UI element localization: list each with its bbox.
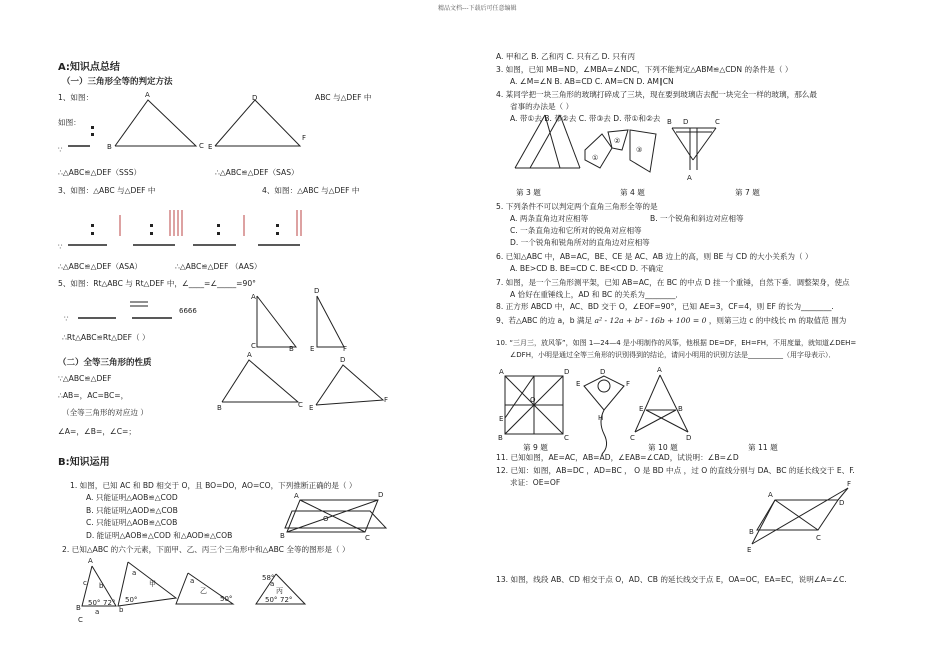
r-q5-option-b: B. 一个锐角和斜边对应相等 [650,214,744,223]
caption-q9: 第 9 题 [523,443,548,452]
r-question-9 [496,316,846,326]
r-q5-option-a: A. 两条直角边对应相等 [510,214,589,223]
svg-text:a: a [95,608,100,616]
svg-text:D: D [564,368,570,376]
svg-text:50°: 50° [265,596,278,604]
r-q5-option-c: C. 一条直角边和它所对的锐角对应相等 [510,226,642,235]
right-triangle-def [310,287,347,353]
svg-text:c: c [83,579,87,587]
svg-text:H: H [598,414,604,422]
svg-text:∵: ∵ [58,243,63,251]
right-triangle-abc [251,293,296,353]
mark-glyphs-1 [58,126,94,154]
svg-text:B: B [217,404,222,412]
svg-text:E: E [747,546,752,554]
svg-text:乙: 乙 [200,587,207,595]
figure-q12 [747,480,851,554]
r-q4-options: A. 带①去 B. 带②去 C. 带③去 D. 带①和②去 [510,114,661,123]
r-q3-options: A. ∠M=∠N B. AB=CD C. AM=CN D. AM∥CN [510,77,674,86]
svg-text:C: C [564,434,569,442]
caption-q11: 第 11 题 [748,443,778,452]
svg-text:D: D [252,94,258,102]
q9-formula: a² - 12a + b² - 16b + 100 = 0 [594,316,707,325]
property-line-2: ∴AB=，AC=BC=， [58,391,129,400]
figure-q4-shards [585,130,656,172]
svg-text:C: C [715,118,720,126]
svg-text:B: B [667,118,672,126]
svg-text:A: A [687,174,692,182]
svg-text:A: A [251,293,256,301]
svg-text:E: E [309,404,314,412]
r-question-4: 4. 某同学把一块三角形的玻璃打碎成了三块，现在要到玻璃店去配一块完全一样的玻璃，那么最 [496,90,817,99]
svg-text:B: B [289,345,294,353]
svg-text:②: ② [614,137,621,145]
svg-text:D: D [600,368,606,376]
b1-option-c: C. 只能证明△AOB≌△COB [86,518,178,527]
svg-text:A: A [294,492,299,500]
svg-text:F: F [343,345,348,353]
b1-option-b: B. 只能证明△AOD≌△COB [86,506,178,515]
svg-text:E: E [499,415,504,423]
svg-text:58°: 58° [262,574,275,582]
svg-text:A: A [657,366,662,374]
svg-text:E: E [639,405,644,413]
svg-text:C: C [365,534,370,542]
svg-text:A: A [145,91,150,99]
b1-option-d: D. 能证明△AOB≌△COD 和△AOD≌△COB [86,531,233,540]
q9-text: 9、若△ABC 的边 a，b 满足 [496,316,593,325]
caption-q7: 第 7 题 [735,188,760,197]
svg-text:①: ① [592,154,599,162]
b1-option-a: A. 只能证明△AOB≌△COD [86,493,178,502]
svg-text:b: b [119,606,124,614]
triangle-abc-b2 [76,557,116,624]
svg-text:E: E [208,143,213,151]
triangle-def-prop [309,356,388,412]
svg-text:A: A [499,368,504,376]
svg-text:50°: 50° [88,599,101,607]
svg-text:F: F [626,380,631,388]
triangle-abc-1 [107,91,204,151]
svg-text:B: B [280,532,285,540]
r-options-q2: A. 甲和乙 B. 乙和丙 C. 只有乙 D. 只有丙 [496,52,636,61]
page-header: 精品文档---下载后可任意编辑 [438,5,517,12]
property-line-3: （全等三角形的对应边 ） [62,408,148,417]
svg-text:A: A [88,557,93,565]
result-sss: ∴△ABC≌△DEF（SSS） [58,168,142,177]
triangle-yi [176,573,233,604]
svg-text:O: O [530,396,536,404]
svg-text:丙: 丙 [276,587,283,595]
svg-text:50°: 50° [125,596,138,604]
property-line-1: ∵△ABC≌△DEF [58,374,112,383]
svg-text:a: a [190,577,195,585]
svg-text:50°: 50° [220,595,233,603]
question-1-right: ABC 与△DEF 中 [315,93,372,102]
result-hl: ∴Rt△ABC≌Rt△DEF（ ） [62,333,150,342]
svg-text:B: B [498,434,503,442]
svg-text:F: F [302,134,307,142]
svg-text:D: D [683,118,689,126]
svg-text:a: a [270,580,275,588]
subsection-congruence-criteria: （一）三角形全等的判定方法 [62,77,173,87]
question-3: 3、如图：△ABC 与△DEF 中 [58,186,156,195]
question-5: 5、如图：Rt△ABC 与 Rt△DEF 中，∠____=∠_____=90° [58,279,256,288]
figure-q9-square [498,368,569,442]
r-question-6: 6. 已知△ABC 中，AB=AC，BE、CE 是 AC、AB 边上的高，则 BE 与 CD 的大小关系为（ ） [496,252,813,261]
question-4: 4、如图：△ABC 与△DEF 中 [262,186,360,195]
svg-text:C: C [298,401,303,409]
parallelogram-abcd-b1 [280,491,386,542]
r-question-10-line2: ∠DFH，小明是通过全等三角形的识别得到的结论，请问小明用的识别方法是__________（用字母表示）． [510,351,836,359]
figure-q7-level [667,118,720,182]
svg-text:E: E [576,380,581,388]
svg-text:B: B [749,528,754,536]
triangle-bing [256,574,305,604]
figure-q10-kite [576,368,630,454]
b-question-2: 2. 已知△ABC 的六个元素，下面甲、乙、丙三个三角形中和△ABC 全等的图形是（ ） [62,545,350,554]
r-question-10: 10. “三月三，放风筝”，如图 1—24—4 是小明制作的风筝，他根据 DE=DF，EH=FH，不用度量，就知道∠DEH= [496,339,857,347]
svg-text:D: D [839,499,845,507]
svg-text:C: C [251,342,256,350]
svg-text:b: b [99,582,104,590]
r-question-5: 5. 下列条件不可以判定两个直角三角形全等的是 [496,202,658,211]
caption-q4: 第 4 题 [620,188,645,197]
svg-text:E: E [310,345,315,353]
svg-text:∵: ∵ [64,315,69,323]
triangle-abc-prop [217,351,303,412]
r-question-7: 7. 如图，是一个三角形测平架，已知 AB=AC，在 BC 的中点 D 挂一个重锤，自然下垂．调整架身，使点 [496,278,850,287]
svg-text:C: C [78,616,83,624]
svg-text:F: F [384,396,389,404]
mark-glyphs-3 [64,302,197,323]
result-sas: ∴△ABC≌△DEF（SAS） [215,168,299,177]
svg-text:B: B [107,143,112,151]
svg-text:∵: ∵ [58,146,63,154]
svg-text:③: ③ [636,146,643,154]
property-line-4: ∠A=，∠B=，∠C=； [58,427,136,436]
r-question-7-line2: A 恰好在重锤线上，AD 和 BC 的关系为________． [510,290,683,299]
r-q6-options: A. BE>CD B. BE=CD C. BE<CD D. 不确定 [510,264,664,273]
svg-text:D: D [340,356,346,364]
section-a-title: A:知识点总结 [58,62,120,73]
result-asa: ∴△ABC≌△DEF（ASA） [58,262,142,271]
svg-text:A: A [247,351,252,359]
svg-text:72°: 72° [103,599,116,607]
svg-text:a: a [132,569,137,577]
svg-text:D: D [378,491,384,499]
svg-text:O: O [323,515,329,523]
svg-text:D: D [686,434,692,442]
svg-text:72°: 72° [280,596,293,604]
figure-q11 [630,366,691,442]
svg-text:F: F [847,480,852,488]
r-question-11: 11. 已知如图，AE=AC，AB=AD，∠EAB=∠CAD，试说明：∠B=∠D [496,453,739,462]
result-aas: ∴△ABC≌△DEF （AAS） [175,262,262,271]
question-1: 1、如图： [58,93,94,102]
caption-q3: 第 3 题 [516,188,541,197]
r-question-3: 3. 如图，已知 MB=ND，∠MBA=∠NDC，下列不能判定△ABM≌△CDN 的条件是（ ） [496,65,793,74]
svg-text:C: C [199,142,204,150]
r-q5-option-d: D. 一个锐角和锐角所对的直角边对应相等 [510,238,650,247]
caption-q10: 第 10 题 [648,443,678,452]
svg-text:B: B [76,604,81,612]
svg-text:D: D [314,287,320,295]
mark-glyphs-2 [58,210,301,251]
question-1-example: 如图： [58,118,81,127]
svg-text:C: C [630,434,635,442]
r-question-13: 13. 如图，线段 AB、CD 相交于点 O，AD、CB 的延长线交于点 E，OA=OC，EA=EC，说明∠A=∠C. [496,575,847,584]
subsection-congruence-properties: （二）全等三角形的性质 [58,358,152,368]
svg-text:6666: 6666 [179,307,197,315]
svg-text:A: A [768,491,773,499]
r-question-12: 12. 已知：如图，AB=DC ，AD=BC ， O 是 BD 中点 ，过 O 的直线分别与 DA、BC 的延长线交于 E、F. [496,466,855,475]
r-question-4-line2: 省事的办法是（ ） [510,102,574,111]
r-question-8: 8. 正方形 ABCD 中，AC、BD 交于 O，∠EOF=90°，已知 AE=3，CF=4，则 EF 的长为________. [496,302,834,311]
svg-text:C: C [816,534,821,542]
q9-text-2: ，则第三边 c 的中线长 m 的取值范 围为 [708,316,847,325]
triangle-def-1 [208,94,306,151]
triangle-jia [118,562,176,614]
section-b-title: B:知识运用 [58,457,110,468]
b-question-1: 1. 如图，已知 AC 和 BD 相交于 O，且 BO=DO，AO=CO，下列推断正确的是（ ） [70,481,357,490]
svg-text:B: B [678,405,683,413]
svg-text:甲: 甲 [149,580,156,588]
r-question-12-line2: 求证：OE=OF [510,478,561,487]
